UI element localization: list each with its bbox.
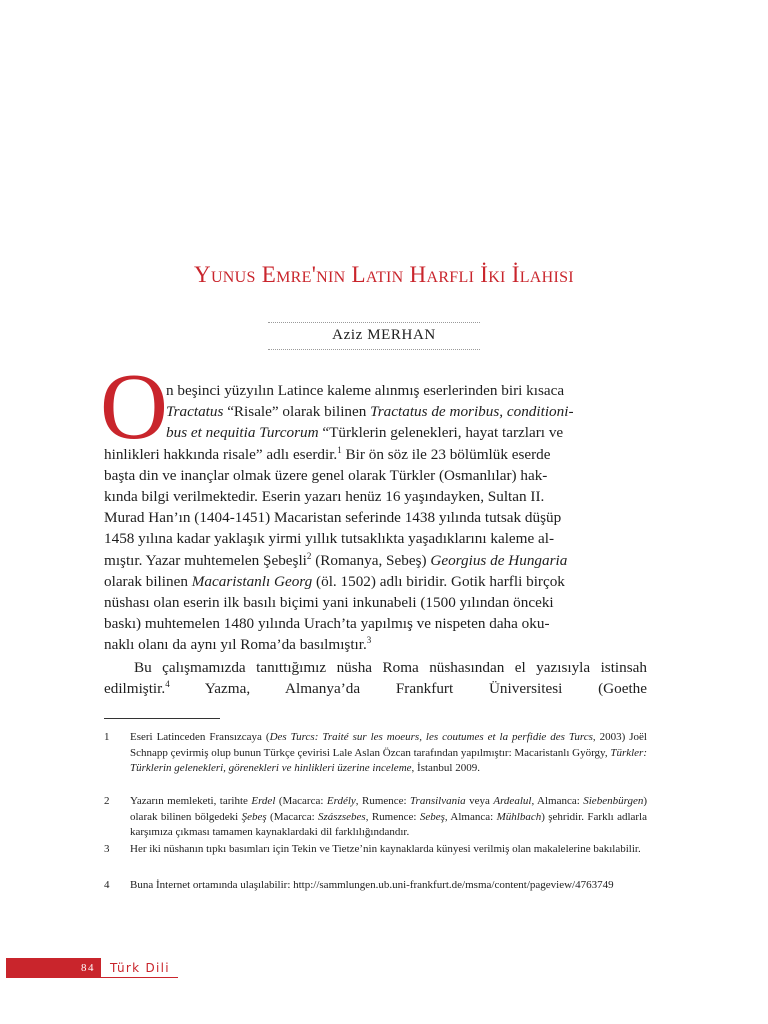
author-top-rule: [268, 322, 480, 323]
p1-line-10: olarak bilinen Macaristanlı Georg (öl. 1502) adlı biridir. Gotik harfli birçok: [104, 572, 565, 590]
footnote-ref-1[interactable]: 1: [337, 444, 342, 455]
p1-line-7: Murad Han’ın (1404-1451) Macaristan seferinde 1438 yılında tutsak düşüp: [104, 509, 562, 527]
journal-name: Türk Dili: [110, 961, 170, 975]
p1-line-12: baskı) muhtemelen 1480 yılında Urach’ta yapılmış ve nispeten daha oku-: [104, 615, 550, 633]
body-paragraph-1: [104, 380, 647, 656]
page-number: 84: [81, 962, 95, 974]
footnote-2: [104, 794, 647, 841]
footnote-1: [104, 730, 647, 777]
footnote-number: 1: [104, 731, 110, 743]
footnote-separator: [104, 718, 220, 719]
footnote-text: Yazarın memleketi, tarihte Erdel (Macarca: Erdély, Rumence: Transilvania veya Ardealul, Almanca: Siebenbürgen) olarak bilinen bölgedeki Şebeş (Macarca: Szászsebes, Rumence: Sebeş, Almanca: Mühlbach) şehridir. Farklı adlarla karşımıza çıkması tamamen kaynaklardaki dil farklılığındandır.: [130, 795, 647, 838]
p1-line-6: kında bilgi verilmektedir. Eserin yazarı henüz 16 yaşındayken, Sultan II.: [104, 488, 545, 506]
author-name: Aziz MERHAN: [332, 327, 436, 343]
footnote-3: [104, 842, 647, 858]
footnote-text: Her iki nüshanın tıpkı basımları için Tekin ve Tietze’nin kaynaklarda künyesi verilmiş olan makalelerine bakılabilir.: [130, 843, 641, 855]
footnote-text: Buna İnternet ortamında ulaşılabilir: http://sammlungen.ub.uni-frankfurt.de/msma/content/pageview/4763749: [130, 879, 614, 891]
footnote-ref-3[interactable]: 3: [366, 635, 372, 646]
footnote-number: 2: [104, 795, 110, 807]
p1-line-1: n beşinci yüzyılın Latince kaleme alınmış eserlerinden biri kısaca: [166, 382, 565, 399]
p1-line-8: 1458 yılına kadar yaklaşık yirmi yıllık tutsaklıkta yaşadıklarını kaleme al-: [104, 530, 555, 548]
p1-line-2: Tractatus “Risale” olarak bilinen Tractatus de moribus, conditioni-: [166, 403, 574, 421]
author-bottom-rule: [268, 349, 480, 350]
article-title: Yunus Emre'nin Latin Harfli İki İlahisi: [194, 262, 574, 287]
footer-rule: [101, 977, 178, 978]
footnote-number: 3: [104, 843, 110, 855]
footnote-4: [104, 878, 647, 894]
body-paragraph-2: Bu çalışmamızda tanıttığımız nüsha Roma nüshasından el yazısıyla istinsah edilmiştir.$^4$ Yazma, Almanya’da Frankfurt Üniversitesi (Goethe: [104, 659, 647, 698]
footnote-text: Eseri Latinceden Fransızcaya (Des Turcs: Traité sur les moeurs, les coutumes et la perfidie des Turcs, 2003) Joël Schnapp çevirmiş olup bunun Türkçe çevirisi Lale Aslan Özcan tarafından yapılmıştır: Macaristanlı György, Türkler: Türklerin gelenekleri, görenekleri ve hinlikleri üzerine inceleme, İstanbul 2009.: [130, 731, 647, 774]
p1-line-4: hinlikleri hakkında risale” adlı eserdir.$^1$ Bir ön söz ile 23 bölümlük eserde: [104, 444, 551, 463]
drop-cap: O: [100, 355, 168, 459]
p1-line-3: bus et nequitia Turcorum “Türklerin gelenekleri, hayat tarzları ve: [166, 424, 564, 442]
p1-line-11: nüshası olan eserin ilk basılı biçimi yani inkunabeli (1500 yılından önceki: [104, 594, 554, 612]
footnote-number: 4: [104, 879, 110, 891]
p1-line-9: mıştır. Yazar muhtemelen Şebeşli$^2$ (Romanya, Sebeş) Georgius de Hungaria: [104, 550, 568, 569]
p1-line-5: başta din ve inançlar olmak üzere genel olarak Türkler (Osmanlılar) hak-: [104, 466, 548, 484]
footnote-ref-4[interactable]: 4: [165, 679, 170, 690]
footnote-ref-2[interactable]: 2: [306, 550, 312, 561]
p1-line-13: naklı olanı da aynı yıl Roma’da basılmıştır.$^3$: [104, 635, 372, 654]
